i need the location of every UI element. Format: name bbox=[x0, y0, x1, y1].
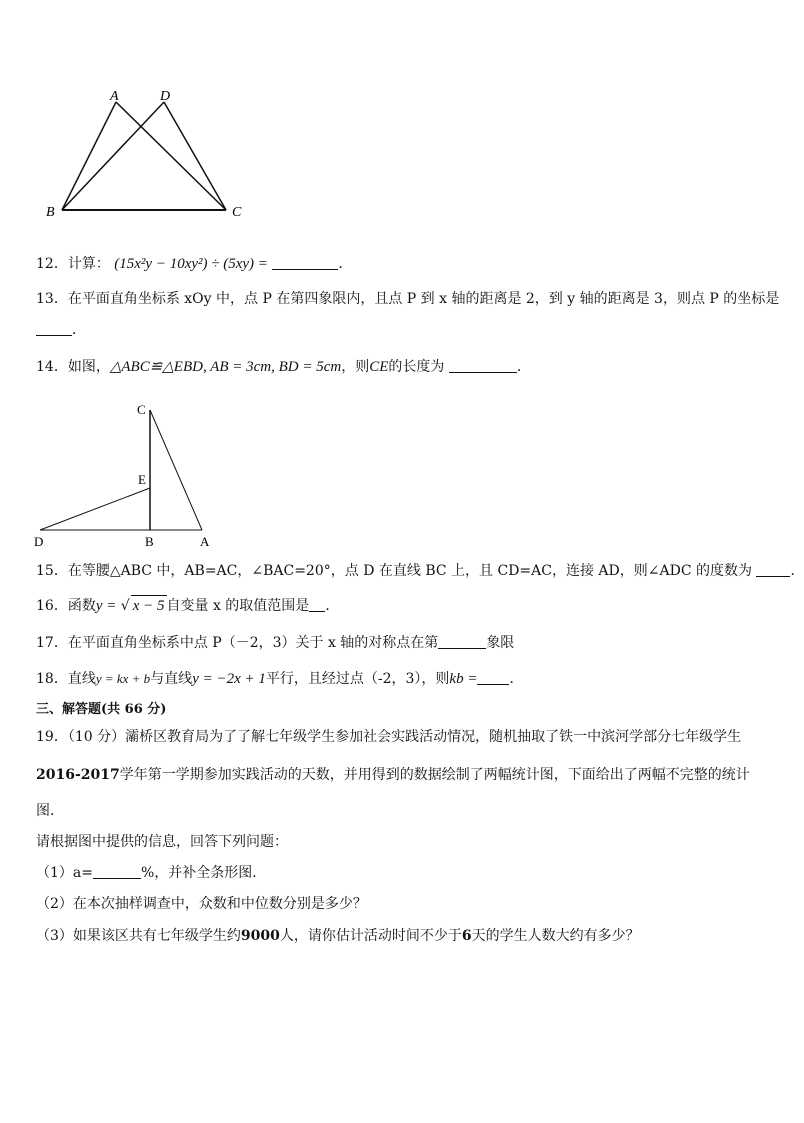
question-19-line2: 2016-2017学年第一学期参加实践活动的天数，并用得到的数据绘制了两幅统计图，下面给出了两幅不完整的统计 bbox=[36, 767, 750, 783]
segment-bd bbox=[62, 102, 164, 210]
label-c: C bbox=[232, 205, 242, 220]
q19-a-blank[interactable] bbox=[93, 864, 141, 879]
question-19-part2: （2）在本次抽样调查中，众数和中位数分别是多少？ bbox=[36, 896, 367, 912]
question-15: 15．在等腰△ABC 中，AB=AC，∠BAC=20°，点 D 在直线 BC 上，且 CD=AC，连接 AD，则∠ADC 的度数为 ． bbox=[36, 563, 804, 579]
label-c: C bbox=[137, 402, 146, 417]
figure-triangles-abcd bbox=[40, 84, 270, 226]
question-19-instructions: 请根据图中提供的信息，回答下列问题： bbox=[36, 834, 288, 850]
question-19-line3: 图． bbox=[36, 803, 64, 819]
q16-radicand: x − 5 bbox=[131, 595, 167, 616]
segment-ca bbox=[150, 410, 202, 530]
question-14: 14．如图，△ABC≌△EBD, AB = 3cm, BD = 5cm，则CE的长度为 ． bbox=[36, 359, 531, 375]
segment-ac bbox=[116, 102, 226, 210]
question-19-part3: （3）如果该区共有七年级学生约9000人，请你估计活动时间不少于6天的学生人数大约有多少？ bbox=[36, 928, 640, 944]
question-17: 17．在平面直角坐标系中点 P（－2，3）关于 x 轴的对称点在第 象限 bbox=[36, 635, 515, 651]
label-a: A bbox=[200, 534, 210, 549]
question-12: 12．计算： (15x²y − 10xy²) ÷ (5xy) = ． bbox=[36, 256, 353, 272]
label-a: A bbox=[110, 89, 119, 104]
question-19-line1: 19．（10 分）灞桥区教育局为了了解七年级学生参加社会实践活动情况，随机抽取了铁一中滨河学部分七年级学生 bbox=[36, 729, 742, 745]
label-d: D bbox=[160, 89, 171, 104]
q17-answer-blank[interactable] bbox=[438, 634, 486, 649]
section-header: 三、解答题(共 66 分) bbox=[36, 702, 167, 717]
q16-answer-blank[interactable] bbox=[309, 597, 325, 612]
question-19-part1: （1）a= %，并补全条形图． bbox=[36, 865, 267, 881]
q14-answer-blank[interactable] bbox=[449, 358, 517, 373]
question-13-continued: ． bbox=[36, 320, 86, 340]
segment-de bbox=[40, 488, 150, 530]
label-e: E bbox=[138, 472, 146, 487]
q12-answer-blank[interactable] bbox=[272, 255, 338, 270]
segment-ab bbox=[62, 102, 116, 210]
q18-answer-blank[interactable] bbox=[477, 670, 509, 685]
q15-answer-blank[interactable] bbox=[756, 562, 790, 577]
question-18: 18．直线y = kx + b与直线y = −2x + 1平行，且经过点（-2，3），则kb = ． bbox=[36, 671, 524, 687]
figure-triangles-abc-ebd bbox=[30, 400, 220, 552]
label-b: B bbox=[145, 534, 154, 549]
q12-expression: (15x²y − 10xy²) ÷ (5xy) = bbox=[114, 256, 268, 272]
question-16: 16．函数y = √ x − 5 自变量 x 的取值范围是 ． bbox=[36, 595, 339, 616]
q13-answer-blank[interactable] bbox=[36, 321, 72, 336]
label-b: B bbox=[46, 205, 55, 220]
question-13: 13．在平面直角坐标系 xOy 中，点 P 在第四象限内，且点 P 到 x 轴的距离是 2，到 y 轴的距离是 3，则点 P 的坐标是 bbox=[36, 291, 780, 307]
segment-dc bbox=[164, 102, 226, 210]
q14-expression: △ABC≌△EBD, AB = 3cm, BD = 5cm bbox=[109, 359, 342, 375]
label-d: D bbox=[34, 534, 44, 549]
